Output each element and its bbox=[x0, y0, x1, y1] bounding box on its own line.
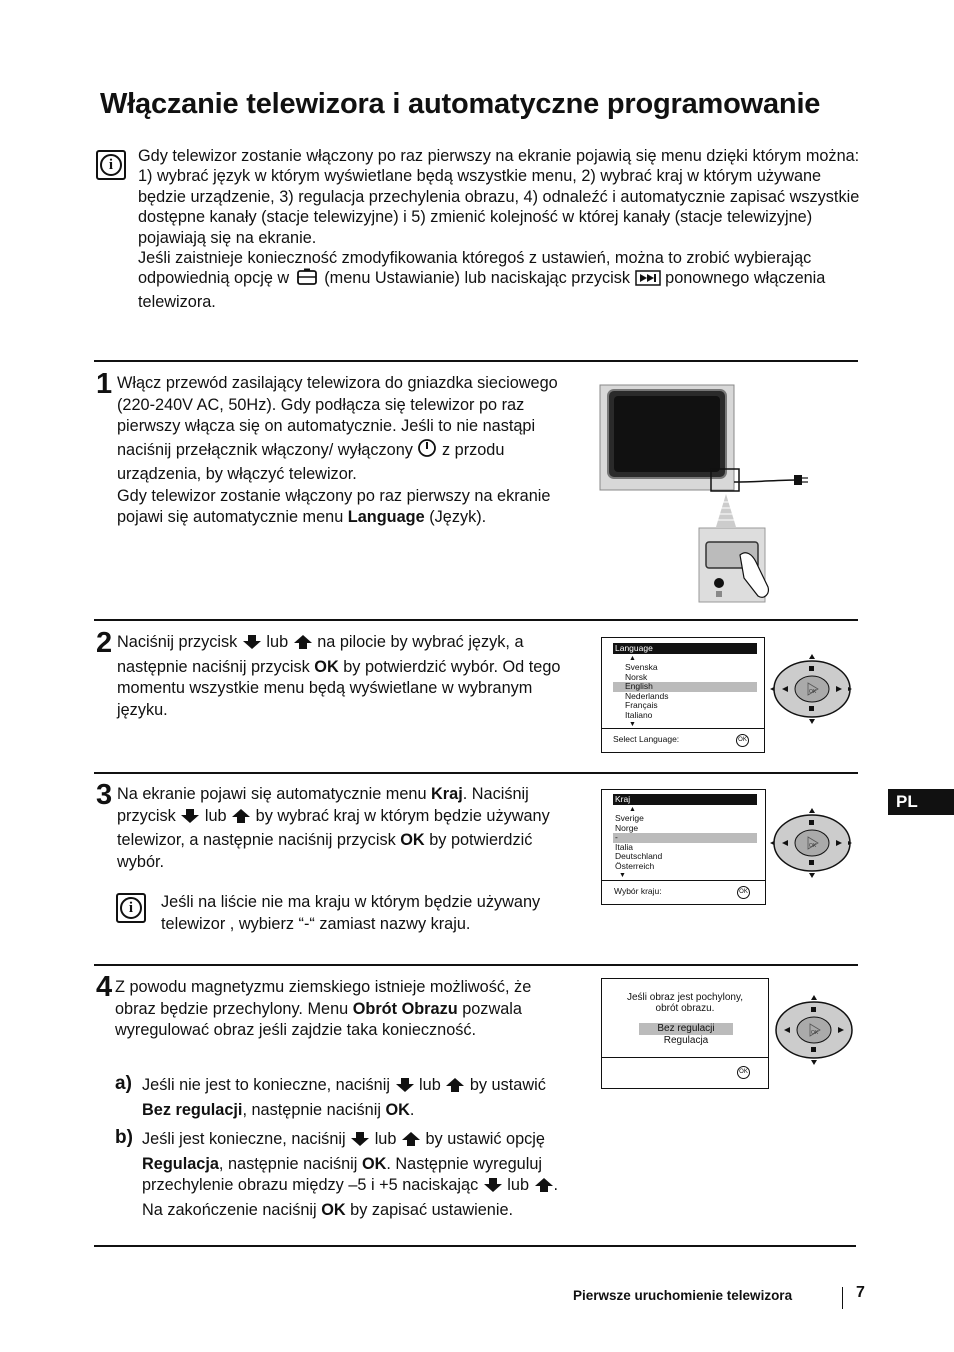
substep-b-text-4: , następnie naciśnij bbox=[218, 1154, 358, 1173]
step1-text-b: z przodu urządzenia, by włączyć telewizor. bbox=[117, 440, 505, 483]
scroll-down-icon: ▼ bbox=[619, 872, 626, 879]
list-item-selected: Bez regulacji bbox=[639, 1023, 733, 1035]
arrow-up-icon bbox=[401, 1131, 421, 1154]
substep-a-text-1: Jeśli nie jest to konieczne, naciśnij bbox=[142, 1076, 390, 1094]
step3-text-e: by potwierdzić wybór. bbox=[117, 831, 533, 871]
regulacja-label: Regulacja bbox=[142, 1154, 219, 1173]
remote-navigation-pad bbox=[770, 993, 854, 1067]
step-number: 1 bbox=[96, 368, 113, 400]
divider bbox=[94, 360, 858, 362]
arrow-up-icon bbox=[231, 808, 251, 831]
ok-label: OK bbox=[321, 1200, 346, 1219]
substep-b-text bbox=[142, 1129, 572, 1221]
step4-text-a: Z powodu magnetyzmu ziemskiego istnieje możliwość, że obraz będzie przechylony. Menu bbox=[115, 978, 532, 1018]
intro-text-a: Jeśli zaistnieje konieczność zmodyfikowania któregoś z ustawień, można to zrobić wybierając odpowiednią opcję w bbox=[138, 249, 812, 288]
ok-label: OK bbox=[385, 1100, 410, 1119]
ok-icon: OK bbox=[736, 734, 749, 747]
step2-text bbox=[117, 632, 572, 721]
menu-footer-text: Select Language: bbox=[613, 734, 680, 744]
scroll-up-icon: ▲ bbox=[629, 655, 636, 662]
substep-a-label: a) bbox=[115, 1073, 132, 1094]
remote-ok-text: OK bbox=[809, 843, 817, 849]
scroll-down-icon: ▼ bbox=[629, 721, 636, 728]
intro-paragraph-1: Gdy telewizor zostanie włączony po raz pierwszy na ekranie pojawią się menu dzięki którym można: 1) wybrać język w którym wyświetlane będą wszystkie menu, 2) wybrać kraj w którym używane będzie urządzenie, 3) regulacja przechylenia obrazu, 4) odnaleźć i automatycznie zapisać wszystkie dostępne kanały (stacje telewizyjne) i 5) zmienić kolejność w której kanały (stacje telewizyjne) pojawiają się na ekranie. bbox=[138, 147, 860, 247]
intro-text-c: ponownego włączenia telewizora. bbox=[138, 269, 826, 311]
divider bbox=[94, 964, 858, 966]
fast-forward-button-icon bbox=[635, 270, 661, 291]
divider bbox=[94, 1245, 856, 1247]
substep-a-text bbox=[142, 1075, 562, 1121]
step-number: 3 bbox=[96, 779, 113, 811]
remote-ok-text: OK bbox=[809, 689, 817, 695]
substep-b-text-1: Jeśli jest konieczne, naciśnij bbox=[142, 1130, 346, 1148]
list-item: Italiano bbox=[625, 709, 653, 720]
country-menu-screen bbox=[601, 789, 766, 905]
step3-text-a: Na ekranie pojawi się automatycznie menu bbox=[117, 785, 427, 803]
list-item: Nederlands bbox=[625, 690, 669, 701]
tv-illustration bbox=[598, 382, 810, 604]
step1-text-a: Włącz przewód zasilający telewizora do gniazdka sieciowego (220-240V AC, 50Hz). Gdy podłącza się telewizor po raz pierwszy włącza się on automatycznie. Jeśli to nie nastąpi naciśnij przełącznik włączony/ wyłączony bbox=[117, 374, 558, 459]
list-item-selected: - bbox=[613, 833, 757, 843]
substep-b-label: b) bbox=[115, 1127, 133, 1148]
remote-ok-text: OK bbox=[811, 1030, 819, 1036]
step1-text-c: Gdy telewizor zostanie włączony po raz pierwszy na ekranie pojawi się automatycznie menu bbox=[117, 486, 551, 526]
step1-text-d: (Język). bbox=[429, 508, 487, 526]
footer-section-title: Pierwsze uruchomienie telewizora bbox=[573, 1288, 793, 1303]
step-number: 4 bbox=[96, 971, 113, 1003]
intro-text-b: (menu Ustawianie) lub naciskając przycisk bbox=[324, 269, 631, 288]
substep-a-text-3: by ustawić bbox=[469, 1076, 546, 1094]
step-number: 2 bbox=[96, 627, 113, 659]
list-item: Français bbox=[625, 700, 658, 710]
substep-b-text-7: . Na zakończenie naciśnij bbox=[142, 1176, 559, 1219]
menu-title: Language bbox=[613, 643, 757, 654]
step3-text-c: lub bbox=[204, 806, 227, 825]
list-item: Österreich bbox=[615, 860, 655, 871]
info-icon: i bbox=[96, 150, 126, 180]
substep-b-text-8: by zapisać ustawienie. bbox=[350, 1200, 514, 1219]
arrow-down-icon bbox=[242, 634, 262, 657]
footer-divider bbox=[842, 1287, 843, 1309]
arrow-down-icon bbox=[180, 808, 200, 831]
step2-text-a: Naciśnij przycisk bbox=[117, 633, 238, 651]
step2-text-c: na pilocie by wybrać język, a następnie naciśnij przycisk bbox=[117, 633, 524, 676]
list-item: Italia bbox=[615, 841, 633, 852]
substep-a-text-4: , następnie naciśnij bbox=[242, 1100, 381, 1119]
substep-a-text-2: lub bbox=[419, 1076, 441, 1094]
step3-note: Jeśli na liście nie ma kraju w którym będzie używany telewizor , wybierz “-“ zamiast nazwy kraju. bbox=[161, 893, 541, 933]
kraj-label: Kraj bbox=[431, 785, 463, 803]
list-item: Svenska bbox=[625, 662, 658, 672]
arrow-down-icon bbox=[395, 1077, 415, 1100]
scroll-up-icon: ▲ bbox=[629, 806, 636, 813]
obrot-obrazu-label: Obrót Obrazu bbox=[352, 999, 458, 1018]
remote-navigation-pad bbox=[768, 652, 852, 726]
menu-text-line: Jeśli obraz jest pochylony, bbox=[627, 992, 743, 1003]
picture-rotation-menu-screen bbox=[601, 978, 769, 1089]
bez-regulacji-label: Bez regulacji bbox=[142, 1100, 243, 1119]
substep-b-text-3: by ustawić opcję bbox=[425, 1130, 545, 1148]
menu-text-line: obrót obrazu. bbox=[655, 1003, 715, 1014]
step3-text-b: . Naciśnij przycisk bbox=[117, 785, 529, 825]
divider bbox=[94, 772, 858, 774]
ok-label: OK bbox=[361, 1154, 387, 1173]
remote-navigation-pad bbox=[768, 806, 852, 880]
list-item: Regulacja bbox=[663, 1035, 709, 1046]
step1-text bbox=[117, 373, 572, 529]
info-icon: i bbox=[116, 893, 146, 923]
arrow-up-icon bbox=[293, 634, 313, 657]
intro-text bbox=[138, 146, 863, 312]
step3-text-d: by wybrać kraj w którym będzie używany telewizor, a następnie naciśnij przycisk bbox=[117, 806, 550, 849]
ok-label: OK bbox=[400, 831, 425, 849]
divider bbox=[94, 619, 858, 621]
arrow-down-icon bbox=[483, 1177, 503, 1200]
menu-footer-text: Wybór kraju: bbox=[614, 886, 662, 896]
page-number: 7 bbox=[856, 1284, 865, 1301]
language-menu-screen bbox=[601, 637, 765, 753]
list-item: Sverige bbox=[615, 813, 644, 823]
ok-label: OK bbox=[314, 657, 339, 676]
step4-text-b: pozwala wyregulować obraz jeśli zajdzie taka konieczność. bbox=[115, 999, 522, 1039]
substep-b-text-6: lub bbox=[507, 1176, 530, 1194]
list-item: Deutschland bbox=[615, 851, 663, 861]
list-item: Norsk bbox=[625, 671, 648, 682]
language-tab: PL bbox=[888, 789, 954, 815]
substep-b-text-5: . Następnie wyreguluj przechylenie obrazu między –5 i +5 naciskając bbox=[142, 1154, 543, 1194]
ok-icon: OK bbox=[737, 1066, 750, 1079]
intro-paragraph-2 bbox=[138, 248, 863, 312]
substep-a-text-5: . bbox=[409, 1100, 415, 1119]
page-title: Włączanie telewizora i automatyczne programowanie bbox=[100, 88, 821, 120]
language-label: Language bbox=[347, 508, 425, 526]
step3-text bbox=[117, 784, 572, 873]
arrow-down-icon bbox=[350, 1131, 370, 1154]
power-icon bbox=[417, 438, 437, 465]
arrow-up-icon bbox=[534, 1177, 554, 1200]
list-item-selected: English bbox=[613, 682, 757, 692]
list-item: Norge bbox=[615, 822, 639, 833]
substep-b-text-2: lub bbox=[374, 1130, 397, 1148]
arrow-up-icon bbox=[445, 1077, 465, 1100]
step2-text-d: by potwierdzić wybór. Od tego momentu wszystkie menu będą wyświetlane w wybranym języku. bbox=[117, 657, 561, 719]
setup-menu-icon bbox=[294, 268, 320, 291]
step4-text bbox=[115, 977, 570, 1042]
menu-title: Kraj bbox=[613, 794, 757, 805]
step2-text-b: lub bbox=[266, 633, 289, 651]
ok-icon: OK bbox=[737, 886, 750, 899]
